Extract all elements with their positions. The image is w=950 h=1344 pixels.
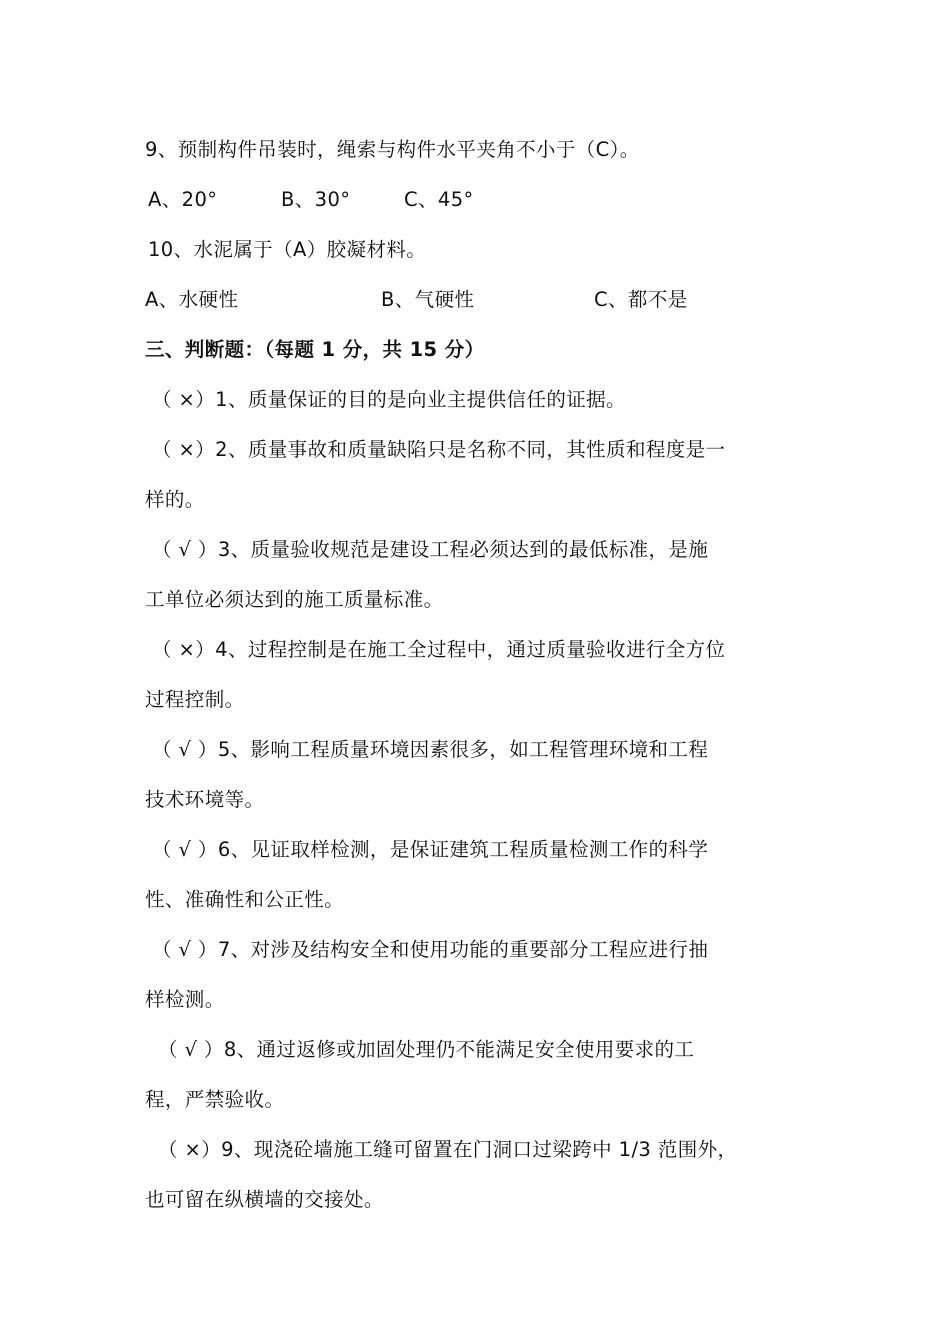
- judgment-8-line-1: （ √ ）8、通过返修或加固处理仍不能满足安全使用要求的工: [158, 1038, 695, 1061]
- judgment-6-line-1: （ √ ）6、见证取样检测，是保证建筑工程质量检测工作的科学: [152, 838, 709, 861]
- q9-option-a: A、20°: [148, 188, 218, 211]
- q10-option-c: C、都不是: [594, 288, 688, 311]
- q10-option-b: B、气硬性: [381, 288, 475, 311]
- judgment-6-line-2: 性、准确性和公正性。: [145, 888, 345, 911]
- question-9: 9、预制构件吊装时，绳索与构件水平夹角不小于（C）。: [145, 138, 640, 161]
- q10-option-a: A、水硬性: [145, 288, 239, 311]
- q9-option-b: B、30°: [281, 188, 351, 211]
- judgment-2-line-1: （ ×）2、质量事故和质量缺陷只是名称不同，其性质和程度是一: [152, 438, 726, 461]
- judgment-3-line-1: （ √ ）3、质量验收规范是建设工程必须达到的最低标准，是施: [152, 538, 709, 561]
- judgment-7-line-2: 样检测。: [145, 988, 225, 1011]
- section-title: 三、判断题：（每题 1 分，共 15 分）: [145, 338, 485, 361]
- judgment-5-line-2: 技术环境等。: [145, 788, 265, 811]
- judgment-3-line-2: 工单位必须达到的施工质量标准。: [145, 588, 444, 611]
- judgment-5-line-1: （ √ ）5、影响工程质量环境因素很多，如工程管理环境和工程: [152, 738, 709, 761]
- judgment-8-line-2: 程，严禁验收。: [145, 1088, 285, 1111]
- judgment-2-line-2: 样的。: [145, 488, 205, 511]
- judgment-4-line-1: （ ×）4、过程控制是在施工全过程中，通过质量验收进行全方位: [152, 638, 726, 661]
- q9-option-c: C、45°: [404, 188, 474, 211]
- judgment-7-line-1: （ √ ）7、对涉及结构安全和使用功能的重要部分工程应进行抽: [152, 938, 709, 961]
- judgment-1-line-1: （ ×）1、质量保证的目的是向业主提供信任的证据。: [152, 388, 626, 411]
- judgment-9-line-2: 也可留在纵横墙的交接处。: [145, 1188, 384, 1211]
- judgment-9-line-1: （ ×）9、现浇砼墙施工缝可留置在门洞口过梁跨中 1/3 范围外，: [158, 1138, 738, 1161]
- question-10: 10、水泥属于（A）胶凝材料。: [148, 238, 427, 261]
- judgment-4-line-2: 过程控制。: [145, 688, 245, 711]
